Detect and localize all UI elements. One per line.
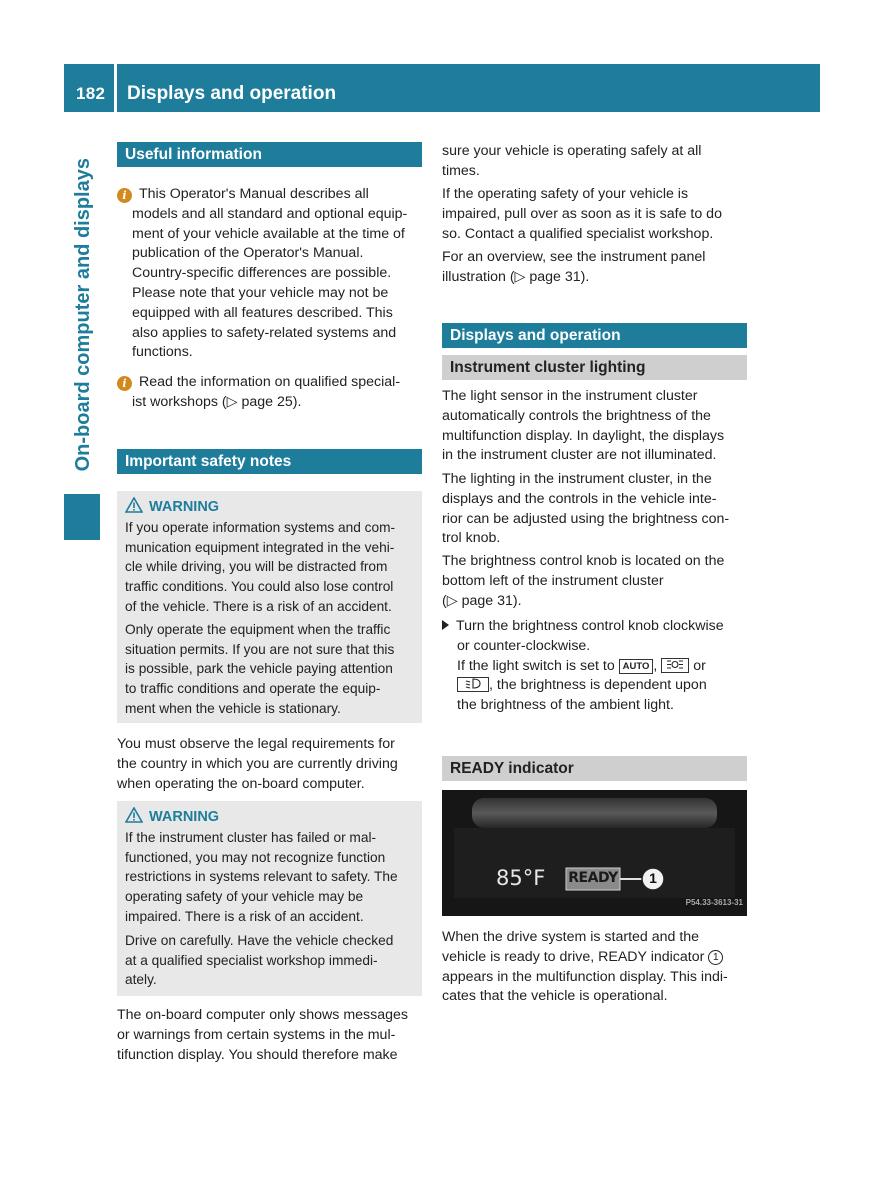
side-tab bbox=[67, 158, 99, 488]
page-number: 182 bbox=[76, 84, 106, 103]
side-tab-marker bbox=[64, 494, 100, 540]
bullet-arrow-icon bbox=[442, 620, 449, 630]
page-header bbox=[64, 64, 820, 112]
warning-2-para-1: If the instrument cluster has failed or mal- functioned, you may not recognize function restrictions in systems relevant to safety. The operating safety of your vehicle may be impaired. There is a risk of an accident. bbox=[125, 830, 398, 924]
warning-1-para-2: Only operate the equipment when the traffic situation permits. If you are not sure that this is possible, park the vehicle paying attention to traffic conditions and operate the equip- ment when the vehicle is stationary. bbox=[125, 622, 395, 716]
onboard-computer-text: The on-board computer only shows messages or warnings from certain systems in the mul- tifunction display. You should therefore make bbox=[117, 1007, 408, 1063]
warning-title: WARNING bbox=[125, 807, 219, 825]
info-icon: i bbox=[117, 376, 132, 391]
warning-triangle-icon bbox=[125, 807, 143, 823]
brightness-instruction: Turn the brightness control knob clockwise or counter-clockwise. If the light switch is set to AUTO , or , the brightness is dependent upon the brightness of the ambient light. bbox=[442, 617, 752, 716]
info-note-2: i Read the information on qualified special- ist workshops (▷ page 25). bbox=[117, 373, 427, 413]
safety-notes-heading: Important safety notes bbox=[117, 449, 422, 474]
side-tab-label: On-board computer and displays bbox=[72, 158, 94, 472]
callout-number-icon: 1 bbox=[708, 950, 723, 965]
warning-box-2 bbox=[117, 801, 422, 996]
useful-info-heading: Useful information bbox=[117, 142, 422, 167]
impaired-safety-text: If the operating safety of your vehicle is impaired, pull over as soon as it is safe to do so. Contact a qualified specialist workshop. bbox=[442, 186, 722, 242]
legal-requirements-text: You must observe the legal requirements for the country in which you are currently driving when operating the on-board computer. bbox=[117, 736, 398, 792]
warning-title: WARNING bbox=[125, 497, 219, 515]
warning-box-1 bbox=[117, 491, 422, 723]
temperature-readout: 85°F bbox=[496, 866, 546, 890]
knob-location-text: The brightness control knob is located on the bottom left of the instrument cluster (▷ page 31). bbox=[442, 553, 725, 609]
lighting-text: The lighting in the instrument cluster, in the displays and the controls in the vehicle inte- rior can be adjusted using the brightness con- trol knob. bbox=[442, 471, 730, 547]
section-title: Displays and operation bbox=[127, 83, 337, 104]
overview-text: For an overview, see the instrument panel illustration (▷ page 31). bbox=[442, 249, 706, 285]
ready-indicator-heading: READY indicator bbox=[442, 756, 747, 781]
warning-1-para-1: If you operate information systems and com- munication equipment integrated in the vehi- cle while driving, you will be distracted from traffic conditions. You could also lose control of the vehicle. There is a risk of an accident. bbox=[125, 520, 396, 614]
ready-label: READY bbox=[568, 870, 618, 886]
low-beam-icon bbox=[457, 677, 489, 692]
light-sensor-text: The light sensor in the instrument cluster automatically controls the brightness of the multifunction display. In daylight, the displays in the instrument cluster are not illuminated. bbox=[442, 388, 725, 464]
parking-lamp-icon bbox=[661, 658, 689, 673]
ready-callout-number: 1 bbox=[649, 870, 657, 886]
warning-2-para-2: Drive on carefully. Have the vehicle checked at a qualified specialist workshop immedi- ately. bbox=[125, 933, 394, 988]
image-code: P54.33-3613-31 bbox=[685, 898, 743, 907]
warning-triangle-icon bbox=[125, 497, 143, 513]
ready-indicator-image bbox=[442, 790, 747, 916]
continued-text: sure your vehicle is operating safely at all times. bbox=[442, 143, 702, 179]
auto-key-icon: AUTO bbox=[619, 659, 654, 674]
header-divider bbox=[114, 64, 117, 112]
displays-operation-heading: Displays and operation bbox=[442, 323, 747, 348]
info-note-1: i This Operator's Manual describes all models and all standard and optional equip- ment of your vehicle available at the time of publication of the Operator's Manual. Country-specific differences are possible. Please note that your vehicle may not be equipped with all features described. This also applies to safety-related systems and functions. bbox=[117, 185, 427, 363]
ready-description: When the drive system is started and the vehicle is ready to drive, READY indicator 1 appears in the multifunction display. This indi- cates that the vehicle is operational. bbox=[442, 929, 728, 1005]
info-icon: i bbox=[117, 188, 132, 203]
cluster-lighting-heading: Instrument cluster lighting bbox=[442, 355, 747, 380]
